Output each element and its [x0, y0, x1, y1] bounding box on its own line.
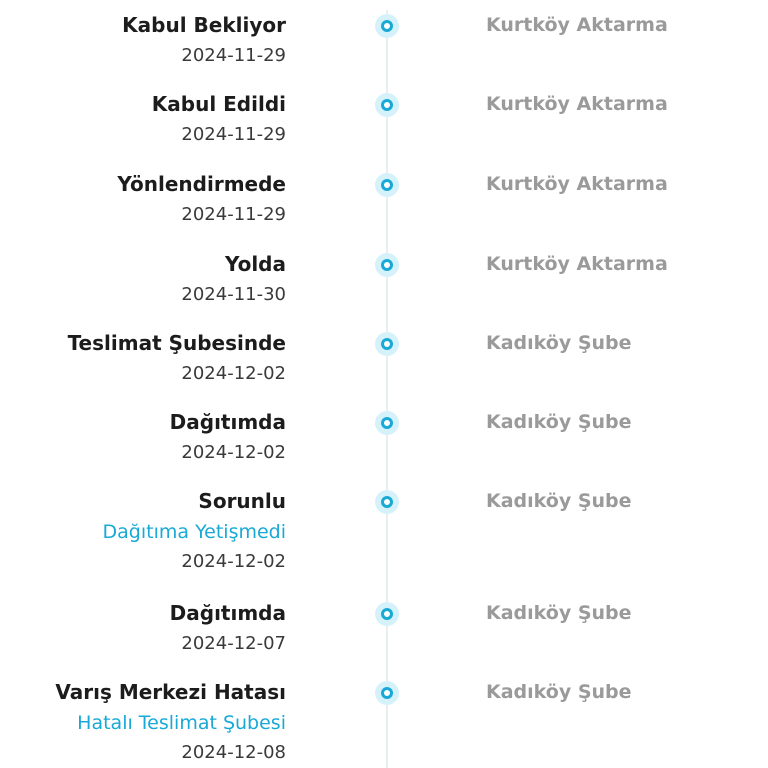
event-date: 2024-11-29 — [181, 204, 286, 225]
timeline-dot-icon — [375, 681, 399, 705]
event-details — [181, 251, 286, 307]
event-status: Teslimat Şubesinde — [67, 331, 286, 355]
timeline-dot-icon — [375, 253, 399, 277]
event-location: Kadıköy Şube — [486, 332, 632, 354]
event-status: Kabul Bekliyor — [122, 13, 286, 37]
event-date: 2024-12-02 — [181, 442, 286, 463]
event-details — [122, 12, 286, 68]
event-location: Kurtköy Aktarma — [486, 93, 668, 115]
event-status: Varış Merkezi Hatası — [55, 680, 286, 704]
timeline-axis-line — [386, 10, 388, 768]
timeline-dot-icon — [375, 14, 399, 38]
event-location: Kurtköy Aktarma — [486, 253, 668, 275]
timeline-dot-icon — [375, 411, 399, 435]
event-details — [117, 171, 286, 227]
event-date: 2024-12-02 — [181, 363, 286, 384]
event-status: Sorunlu — [198, 489, 286, 513]
event-location: Kadıköy Şube — [486, 681, 632, 703]
event-location: Kurtköy Aktarma — [486, 173, 668, 195]
event-status: Yönlendirmede — [117, 172, 286, 196]
event-date: 2024-11-30 — [181, 284, 286, 305]
event-location: Kadıköy Şube — [486, 411, 632, 433]
event-location: Kadıköy Şube — [486, 490, 632, 512]
event-date: 2024-11-29 — [181, 124, 286, 145]
event-details — [103, 488, 286, 574]
timeline-dot-icon — [375, 93, 399, 117]
event-date: 2024-12-02 — [181, 551, 286, 572]
event-details — [170, 409, 286, 465]
event-date: 2024-11-29 — [181, 45, 286, 66]
event-location: Kadıköy Şube — [486, 602, 632, 624]
timeline-dot-icon — [375, 173, 399, 197]
event-details — [170, 600, 286, 656]
event-date: 2024-12-07 — [181, 633, 286, 654]
event-details — [55, 679, 286, 765]
event-location: Kurtköy Aktarma — [486, 14, 668, 36]
event-status: Dağıtımda — [169, 410, 286, 434]
timeline-dot-icon — [375, 602, 399, 626]
timeline-dot-icon — [375, 332, 399, 356]
event-status: Kabul Edildi — [151, 92, 286, 116]
event-details — [152, 91, 286, 147]
event-status: Yolda — [224, 252, 286, 276]
event-details — [68, 330, 286, 386]
event-reason: Dağıtıma Yetişmedi — [102, 521, 286, 543]
timeline-dot-icon — [375, 490, 399, 514]
event-reason: Hatalı Teslimat Şubesi — [77, 712, 286, 734]
event-status: Dağıtımda — [169, 601, 286, 625]
event-date: 2024-12-08 — [181, 742, 286, 763]
